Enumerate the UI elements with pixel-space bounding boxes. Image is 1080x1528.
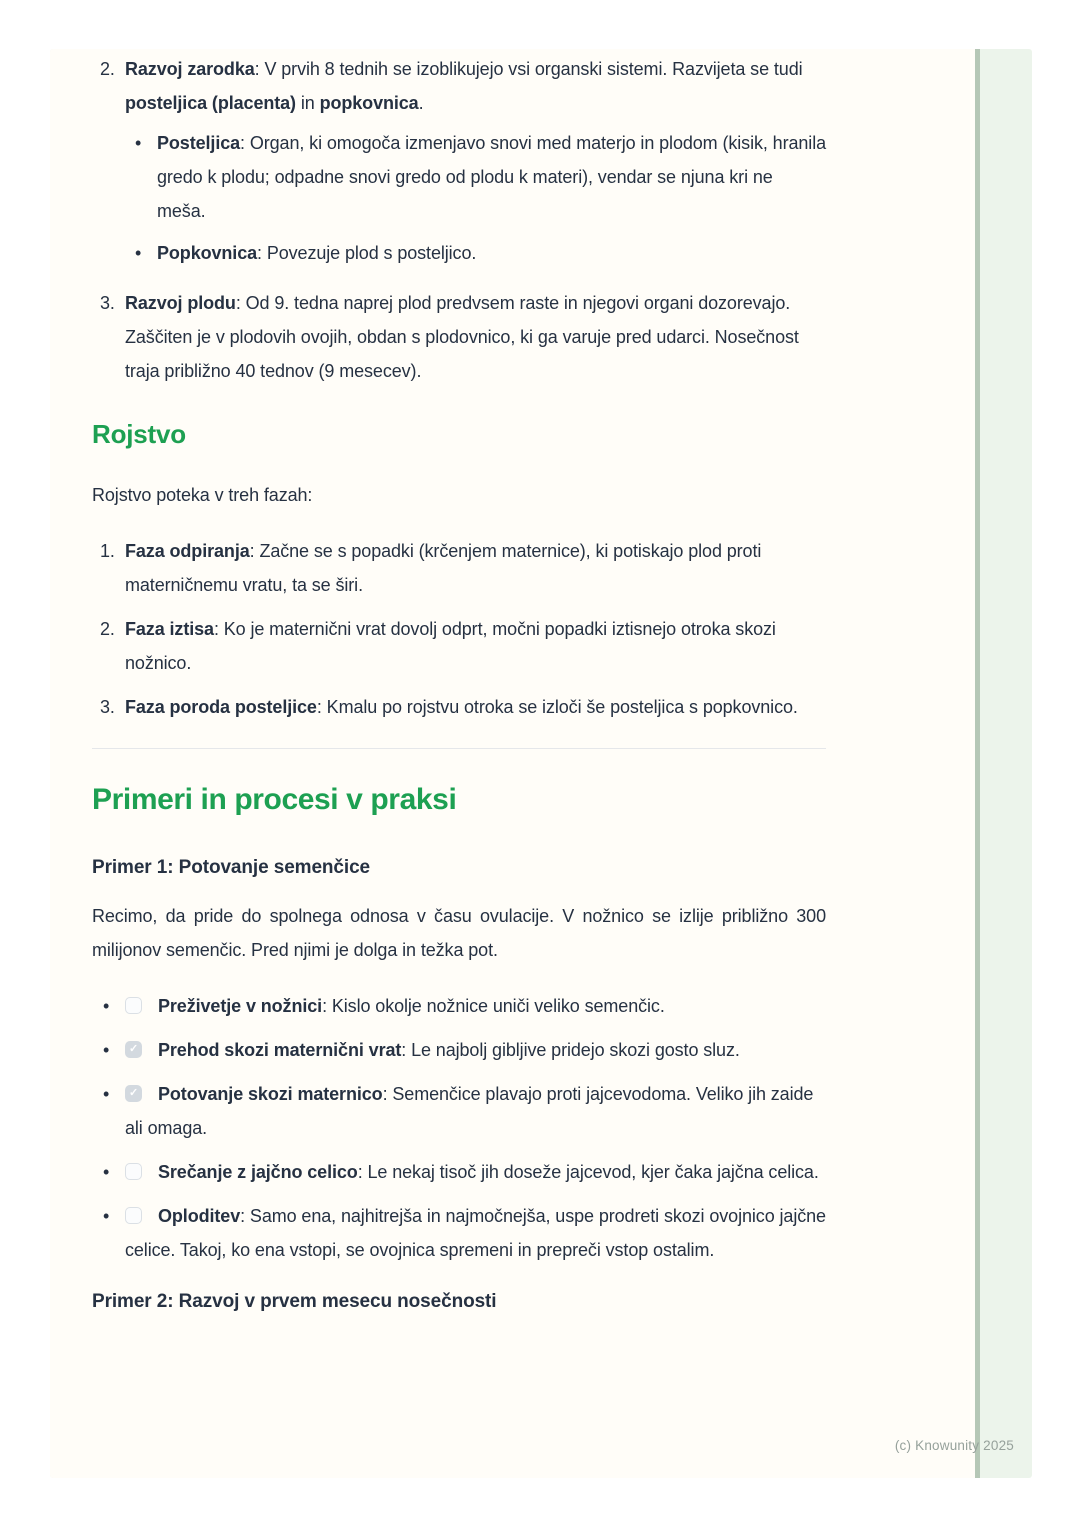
section-heading-primeri: Primeri in procesi v praksi — [92, 783, 457, 816]
term-label: Faza iztisa — [125, 619, 214, 639]
development-list — [92, 52, 826, 388]
step-text: : Le nekaj tisoč jih doseže jajcevod, kjer čaka jajčna celica. — [357, 1162, 819, 1182]
step-label: Oploditev — [158, 1206, 241, 1226]
term-label: Popkovnica — [157, 243, 258, 263]
bullet-item-text: Posteljica: Organ, ki omogoča izmenjavo snovi med materjo in plodom (kisik, hranila gredo k plodu; odpadne snovi gredo od plodu k materi), vendar se njuna kri ne meša. — [157, 133, 827, 221]
sperm-journey-checklist — [92, 989, 826, 1267]
list-number: 3. — [100, 293, 115, 313]
checklist-item-srecanje — [92, 1155, 826, 1189]
bullet-icon: • — [103, 996, 110, 1016]
subheading-primer-1: Primer 1: Potovanje semenčice — [92, 857, 371, 878]
step-label: Srečanje z jajčno celico — [158, 1162, 358, 1182]
bullet-icon: • — [103, 1084, 110, 1104]
list-number: 2. — [100, 619, 115, 639]
list-item-razvoj-zarodka — [92, 52, 826, 270]
checklist-item-prehod — [92, 1033, 826, 1067]
step-label: Prehod skozi maternični vrat — [158, 1040, 402, 1060]
list-item-text: Razvoj plodu: Od 9. tedna naprej plod predvsem raste in njegovi organi dozorevajo. Zaščiten je v plodovih ovojih, obdan s plodovnico, ki ga varuje pred udarci. Nosečnost traja približno 40 tednov (9 mesecev). — [125, 293, 799, 381]
list-item-body — [125, 52, 826, 270]
term-label: Faza odpiranja — [125, 541, 250, 561]
list-item-razvoj-plodu — [92, 286, 826, 388]
step-text: : Le najbolj gibljive pridejo skozi gosto sluz. — [401, 1040, 740, 1060]
list-item-text: Faza odpiranja: Začne se s popadki (krčenjem maternice), ki potiskajo plod proti materničnemu vratu, ta se širi. — [125, 541, 762, 595]
bullet-icon: • — [135, 243, 142, 263]
term-bold: popkovnica — [319, 93, 419, 113]
bullet-icon: • — [135, 133, 142, 153]
step-text: : Semenčice plavajo proti jajcevodoma. Veliko jih zaide ali omaga. — [125, 1084, 814, 1138]
list-number: 1. — [100, 541, 115, 561]
list-item-text: Razvoj zarodka: V prvih 8 tednih se izoblikujejo vsi organski sistemi. Razvijeta se tudi posteljica (placenta) in popkovnica. — [125, 59, 803, 113]
primer1-intro-paragraph: Recimo, da pride do spolnega odnosa v času ovulacije. V nožnico se izlije približno 300 milijonov semenčic. Pred njimi je dolga in težka pot. — [92, 906, 826, 960]
section-divider — [92, 748, 826, 749]
term-bold: posteljica (placenta) — [125, 93, 296, 113]
term-label: Razvoj plodu — [125, 293, 236, 313]
sub-bullet-list — [125, 126, 826, 270]
checkbox[interactable] — [125, 1085, 142, 1102]
bullet-item-posteljica — [125, 126, 826, 228]
section-heading-rojstvo: Rojstvo — [92, 419, 186, 449]
bullet-item-popkovnica — [125, 236, 826, 270]
list-item-faza-iztisa — [92, 612, 826, 680]
document-content — [92, 52, 826, 1319]
list-number: 3. — [100, 697, 115, 717]
list-item-body — [125, 286, 826, 388]
term-label: Razvoj zarodka — [125, 59, 255, 79]
subheading-primer-2: Primer 2: Razvoj v prvem mesecu nosečnosti — [92, 1291, 497, 1312]
step-label: Preživetje v nožnici — [158, 996, 323, 1016]
list-item-faza-poroda-posteljice — [92, 690, 826, 724]
document-page — [50, 49, 980, 1478]
bullet-icon: • — [103, 1162, 110, 1182]
bullet-icon: • — [103, 1040, 110, 1060]
checkbox[interactable] — [125, 997, 142, 1014]
rojstvo-intro-text: Rojstvo poteka v treh fazah: — [92, 485, 313, 505]
term-label: Faza poroda posteljice — [125, 697, 317, 717]
list-item-faza-odpiranja — [92, 534, 826, 602]
list-number: 2. — [100, 59, 115, 79]
checklist-item-oploditev — [92, 1199, 826, 1267]
list-item-text: Faza iztisa: Ko je maternični vrat dovolj odprt, močni popadki iztisnejo otroka skozi nožnico. — [125, 619, 776, 673]
step-text: : Kislo okolje nožnice uniči veliko semenčic. — [322, 996, 665, 1016]
step-text: : Samo ena, najhitrejša in najmočnejša, uspe prodreti skozi ovojnico jajčne celice. Takoj, ko ena vstopi, se ovojnica spremeni in prepreči vstop ostalim. — [125, 1206, 826, 1260]
checklist-item-prezivetje — [92, 989, 826, 1023]
copyright-watermark: (c) Knowunity 2025 — [894, 1438, 1014, 1453]
bullet-item-text: Popkovnica: Povezuje plod s posteljico. — [157, 243, 477, 263]
checkbox[interactable] — [125, 1041, 142, 1058]
check-icon: ✓ — [128, 1087, 139, 1099]
checklist-item-potovanje — [92, 1077, 826, 1145]
birth-phases-list — [92, 534, 826, 724]
check-icon: ✓ — [128, 1043, 139, 1055]
step-label: Potovanje skozi maternico — [158, 1084, 383, 1104]
checkbox[interactable] — [125, 1207, 142, 1224]
term-label: Posteljica — [157, 133, 241, 153]
bullet-icon: • — [103, 1206, 110, 1226]
list-item-text: Faza poroda posteljice: Kmalu po rojstvu otroka se izloči še posteljica s popkovnico. — [125, 697, 798, 717]
checkbox[interactable] — [125, 1163, 142, 1180]
